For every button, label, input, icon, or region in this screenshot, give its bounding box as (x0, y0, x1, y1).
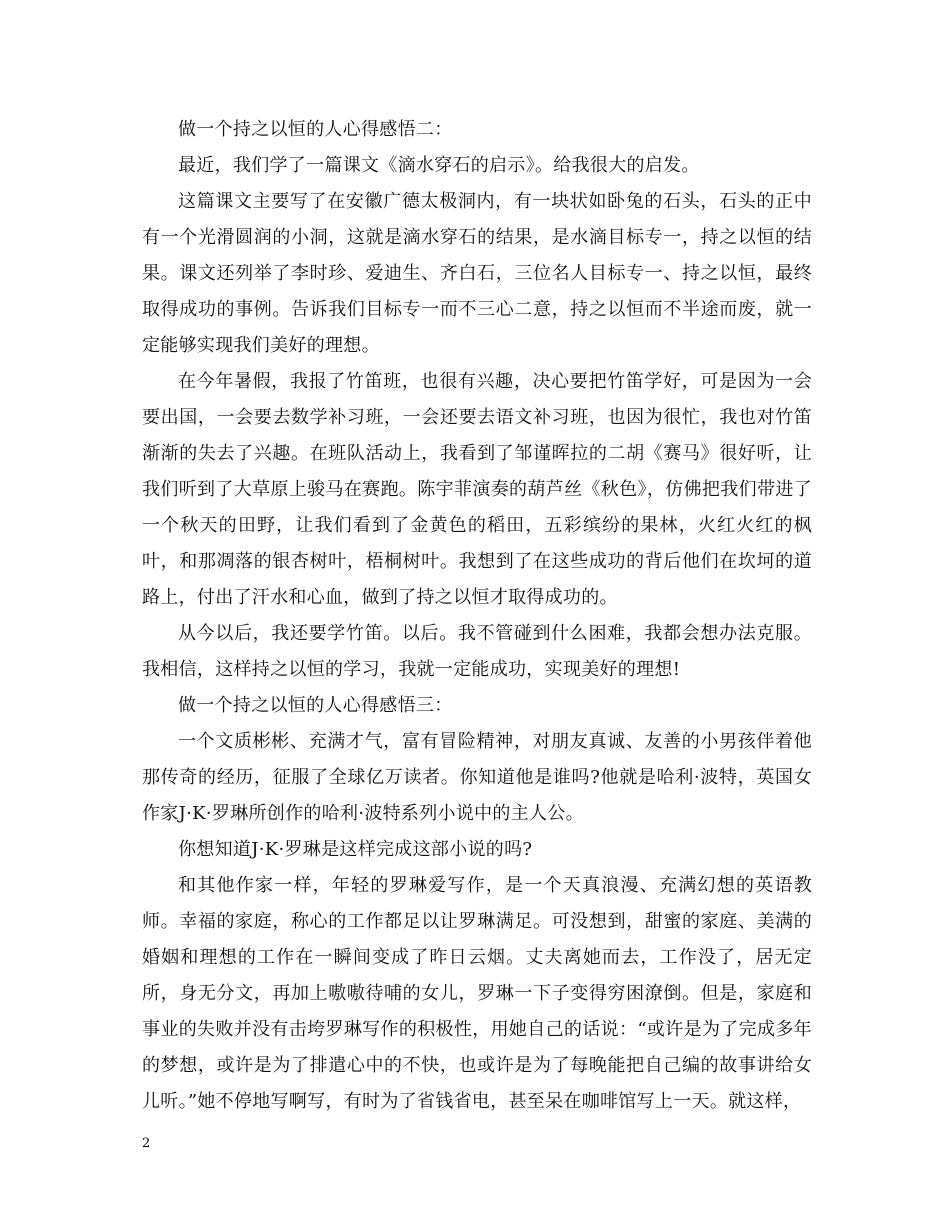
paragraph-heading-3: 做一个持之以恒的人心得感悟三： (178, 695, 453, 716)
document-body (142, 112, 812, 1120)
paragraph: 最近，我们学了一篇课文《滴水穿石的启示》。给我很大的启发。 (178, 155, 700, 176)
paragraph: 这篇课文主要写了在安徽广德太极洞内，有一块状如卧兔的石头，石头的正中有一个光滑圆润的小洞，这就是滴水穿石的结果，是水滴目标专一，持之以恒的结果。课文还列举了李时珍、爱迪生、齐白石，三位名人目标专一、持之以恒，最终取得成功的事例。告诉我们目标专一而不三心二意，持之以恒而不半途而废，就一定能够实现我们美好的理想。 (142, 191, 812, 356)
paragraph: 在今年暑假，我报了竹笛班，也很有兴趣，决心要把竹笛学好，可是因为一会要出国，一会要去数学补习班，一会还要去语文补习班，也因为很忙，我也对竹笛渐渐的失去了兴趣。在班队活动上，我看到了邹谨晖拉的二胡《赛马》很好听，让我们听到了大草原上骏马在赛跑。陈宇菲演奏的葫芦丝《秋色》，仿佛把我们带进了一个秋天的田野，让我们看到了金黄色的稻田，五彩缤纷的果林，火红火红的枫叶，和那凋落的银杏树叶，梧桐树叶。我想到了在这些成功的背后他们在坎坷的道路上，付出了汗水和心血，做到了持之以恒才取得成功的。 (142, 371, 812, 608)
paragraph: 你想知道J·K·罗琳是这样完成这部小说的吗? (178, 839, 533, 860)
paragraph: 从今以后，我还要学竹笛。以后。我不管碰到什么困难，我都会想办法克服。我相信，这样持之以恒的学习，我就一定能成功，实现美好的理想! (142, 623, 812, 680)
paragraph-heading-2: 做一个持之以恒的人心得感悟二： (178, 119, 453, 140)
paragraph: 和其他作家一样，年轻的罗琳爱写作，是一个天真浪漫、充满幻想的英语教师。幸福的家庭，称心的工作都足以让罗琳满足。可没想到，甜蜜的家庭、美满的婚姻和理想的工作在一瞬间变成了昨日云烟。丈夫离她而去，工作没了，居无定所，身无分文，再加上嗷嗷待哺的女儿，罗琳一下子变得穷困潦倒。但是，家庭和事业的失败并没有击垮罗琳写作的积极性，用她自己的话说：“或许是为了完成多年的梦想，或许是为了排遣心中的不快，也或许是为了每晚能把自己编的故事讲给女儿听。”她不停地写啊写，有时为了省钱省电，甚至呆在咖啡馆写上一天。就这样， (142, 875, 812, 1112)
page-number: 2 (142, 1136, 151, 1151)
paragraph: 一个文质彬彬、充满才气，富有冒险精神，对朋友真诚、友善的小男孩伴着他那传奇的经历，征服了全球亿万读者。你知道他是谁吗?他就是哈利·波特，英国女作家J·K·罗琳所创作的哈利·波特系列小说中的主人公。 (142, 731, 812, 824)
